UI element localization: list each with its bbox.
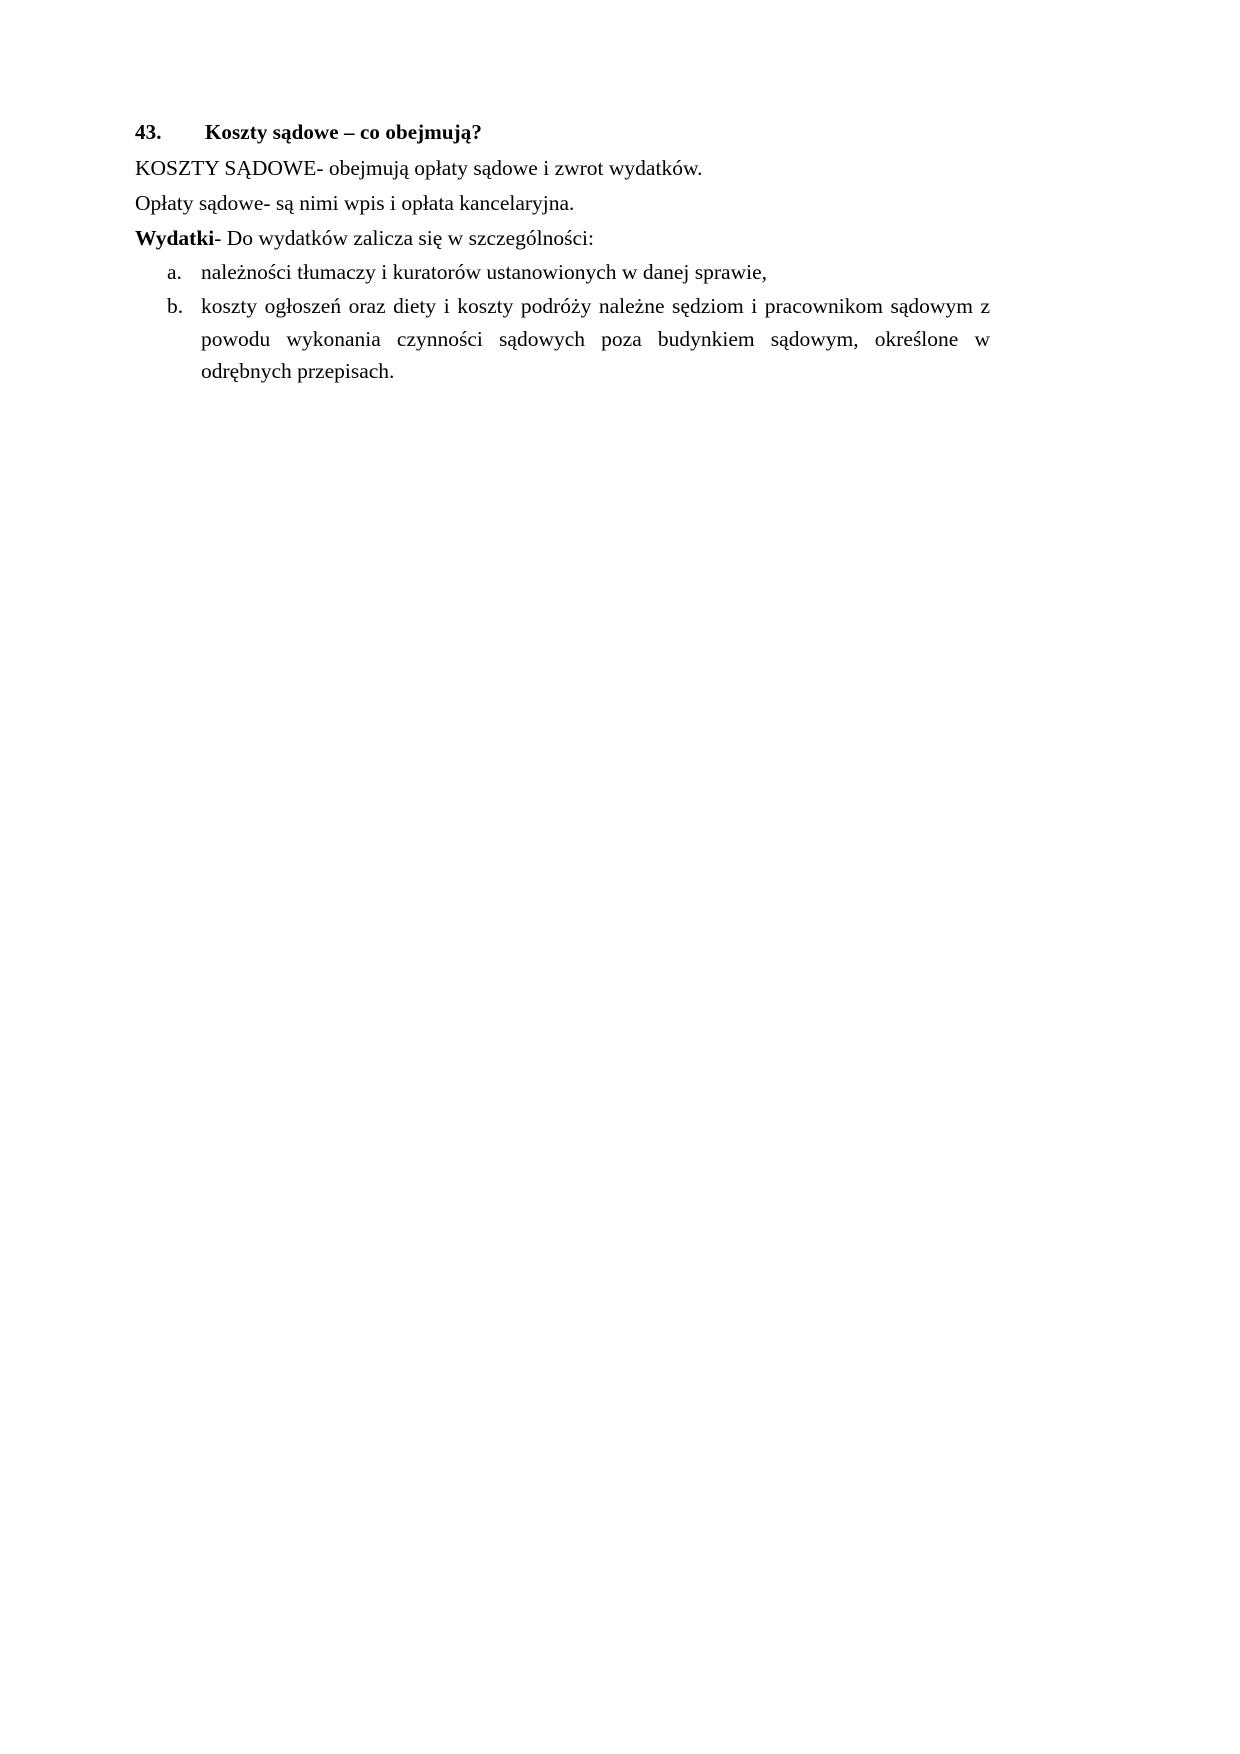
wydatki-list [135, 256, 990, 388]
list-item-text: należności tłumaczy i kuratorów ustanowionych w danej sprawie, [201, 260, 767, 285]
page-title [135, 118, 990, 146]
paragraph-2: Opłaty sądowe- są nimi wpis i opłata kancelaryjna. [135, 191, 575, 216]
lead-rest-text: - Do wydatków zalicza się w szczególności: [214, 225, 594, 250]
paragraph-1: KOSZTY SĄDOWE- obejmują opłaty sądowe i zwrot wydatków. [135, 156, 703, 181]
list-item-marker: b. [167, 294, 184, 319]
heading-title: Koszty sądowe – co obejmują? [205, 120, 482, 144]
list-item-marker: a. [167, 260, 182, 285]
heading-number: 43. [135, 120, 162, 144]
list-item [135, 290, 990, 388]
list-item [135, 256, 990, 289]
lead-bold-text: Wydatki [135, 225, 215, 250]
document-content [135, 118, 990, 389]
list-item-text: koszty ogłoszeń oraz diety i koszty podróży należne sędziom i pracownikom sądowym z powodu wykonania czynności sądowych poza budynkiem sądowym, określone w odrębnych przepisach. [201, 294, 990, 384]
paragraph-3 [135, 222, 990, 255]
